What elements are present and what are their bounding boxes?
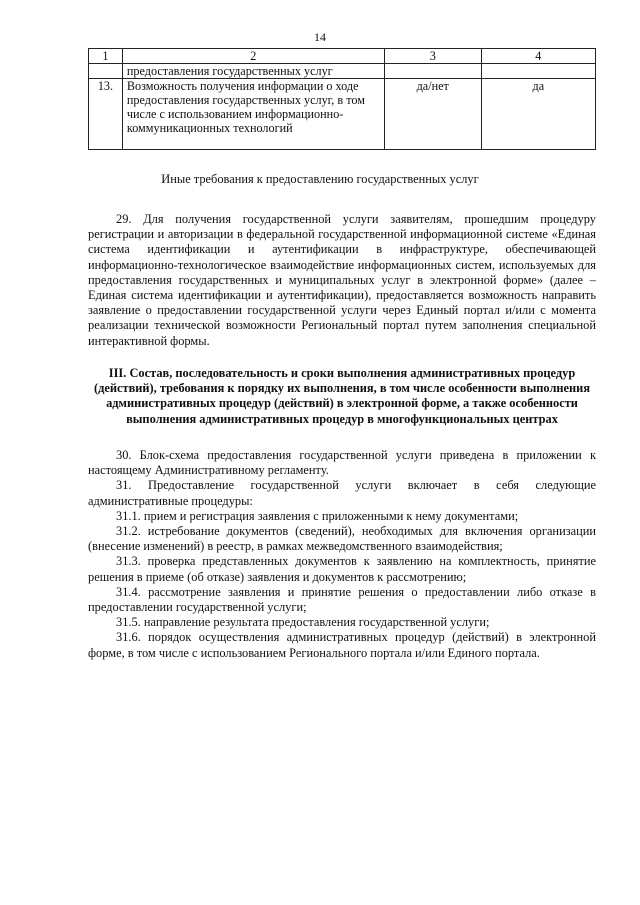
table-header-cell: 2 bbox=[122, 49, 384, 64]
table-header-cell: 1 bbox=[89, 49, 123, 64]
paragraph: 31.5. направление результата предоставления государственной услуги; bbox=[116, 615, 490, 630]
table-cell-num bbox=[89, 64, 123, 79]
table-header-row bbox=[89, 49, 596, 64]
table-cell-value bbox=[481, 64, 595, 79]
table-cell-value bbox=[384, 64, 481, 79]
paragraph-block-29 bbox=[88, 212, 596, 349]
table-row bbox=[89, 64, 596, 79]
requirements-table bbox=[88, 48, 596, 150]
table-cell-text: предоставления государственных услуг bbox=[122, 64, 384, 79]
paragraph-block-30-31 bbox=[88, 448, 596, 661]
table-header-cell: 3 bbox=[384, 49, 481, 64]
paragraph: 30. Блок-схема предоставления государственной услуги приведена в приложении к настоящему Административному регламенту. bbox=[88, 448, 596, 478]
paragraph: 31.2. истребование документов (сведений), необходимых для включения организации (внесение изменений) в реестр, в рамках межведомственного взаимодействия; bbox=[88, 524, 596, 554]
paragraph: 31.1. прием и регистрация заявления с приложенными к нему документами; bbox=[116, 508, 519, 523]
paragraph: 31. Предоставление государственной услуги включает в себя следующие административные процедуры: bbox=[88, 478, 596, 508]
page-number: 14 bbox=[314, 30, 326, 44]
paragraph: 31.3. проверка представленных документов к заявлению на комплектность, принятие решения в приеме (об отказе) заявления и документов к рассмотрению; bbox=[88, 554, 596, 584]
paragraph: 31.6. порядок осуществления административных процедур (действий) в электронной форме, в том числе с использованием Регионального портала и/или Единого портала. bbox=[88, 630, 596, 660]
table-cell-value: да/нет bbox=[384, 79, 481, 150]
table-cell-text: Возможность получения информации о ходе предоставления государственных услуг, в том числе с использованием информационно-коммуникационных технологий bbox=[122, 79, 384, 150]
section-heading: III. Состав, последовательность и сроки выполнения административных процедур (действий), требования к порядку их выполнения, в том числе особенности выполнения административных процедур (действий) в электронной форме, а также особенности выполнения административных процедур в многофункциональных центрах bbox=[93, 366, 591, 426]
paragraph: 29. Для получения государственной услуги заявителям, прошедшим процедуру регистрации и авторизации в федеральной государственной информационной системе «Единая система идентификации и аутентификации в инфраструктуре, обеспечивающей информационно-технологическое взаимодействие информационных систем, используемых для предоставления государственных и муниципальных услуг в электронной форме» (далее – Единая система идентификации и аутентификации), предоставляется возможность направить заявление о предоставлении государственной услуги через Единый портал и/или с момента реализации технической возможности Региональный портал путем заполнения специальной интерактивной формы. bbox=[88, 212, 596, 348]
table-cell-num: 13. bbox=[89, 79, 123, 150]
table-header-cell: 4 bbox=[481, 49, 595, 64]
table-cell-value: да bbox=[481, 79, 595, 150]
table-row bbox=[89, 79, 596, 150]
section-subheading: Иные требования к предоставлению государственных услуг bbox=[161, 172, 479, 186]
paragraph: 31.4. рассмотрение заявления и принятие решения о предоставлении либо отказе в предоставлении государственной услуги; bbox=[88, 584, 596, 615]
